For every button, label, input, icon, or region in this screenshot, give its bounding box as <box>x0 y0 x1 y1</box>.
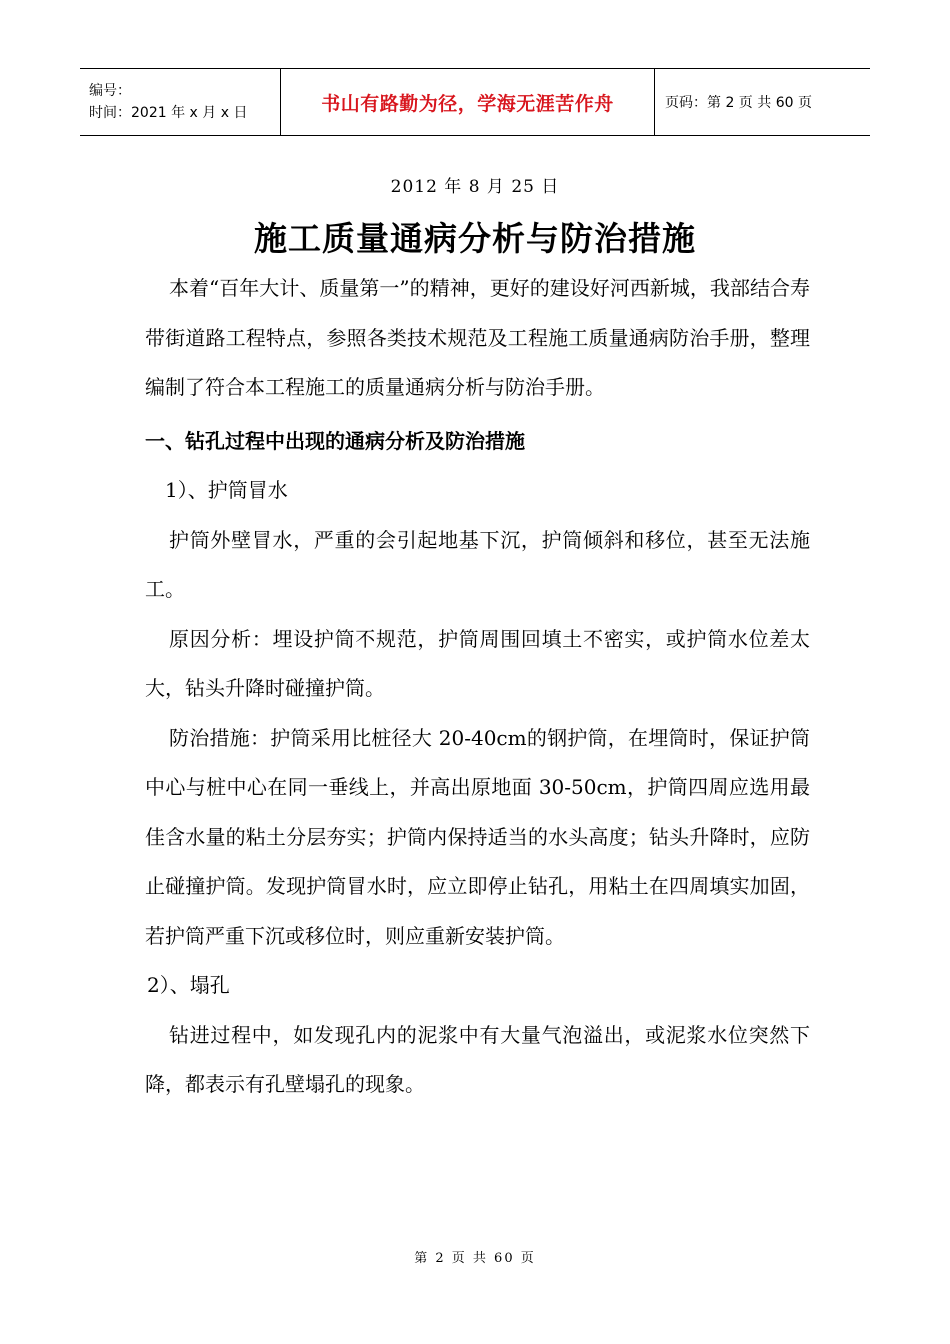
item1-prevention-measures: 防治措施：护筒采用比桩径大 20-40cm的钢护筒，在埋筒时，保证护筒中心与桩中心在同一垂线上，并高出原地面 30-50cm，护筒四周应选用最佳含水量的粘土分层夯实；护筒内保持适当的水头高度；钻头升降时，应防止碰撞护筒。发现护筒冒水时，应立即停止钻孔，用粘土在四周填实加固，若护筒严重下沉或移位时，则应重新安装护筒。 <box>145 725 810 948</box>
document-body <box>145 264 810 1110</box>
document-date: 2012 年 8 月 25 日 <box>390 177 560 197</box>
item2-description: 钻进过程中，如发现孔内的泥浆中有大量气泡溢出，或泥浆水位突然下降，都表示有孔壁塌孔的现象。 <box>145 1022 810 1096</box>
item1-description: 护筒外壁冒水，严重的会引起地基下沉，护筒倾斜和移位，甚至无法施工。 <box>145 527 810 601</box>
document-title: 施工质量通病分析与防治措施 <box>254 219 696 258</box>
header-page-info: 页码：第 2 页 共 60 页 <box>665 95 812 111</box>
document-header <box>80 68 870 136</box>
header-page-info-cell <box>655 69 870 135</box>
item-heading: 1）、护筒冒水 <box>165 478 288 502</box>
number-label: 编号： <box>89 83 131 99</box>
header-motto-cell <box>281 69 655 135</box>
item-heading: 2）、塌孔 <box>147 973 230 997</box>
intro-paragraph: 本着“百年大计、质量第一”的精神，更好的建设好河西新城，我部结合寿带街道路工程特点，参照各类技术规范及工程施工质量通病防治手册，整理编制了符合本工程施工的质量通病分析与防治手册。 <box>145 276 810 399</box>
header-meta <box>80 69 281 135</box>
item1-cause-analysis: 原因分析：埋设护筒不规范，护筒周围回填土不密实，或护筒水位差太大，钻头升降时碰撞护筒。 <box>145 626 810 700</box>
page-footer: 第 2 页 共 60 页 <box>414 1251 536 1266</box>
time-label: 时间：2021 年 x 月 x 日 <box>89 105 248 121</box>
section-heading: 一、钻孔过程中出现的通病分析及防治措施 <box>145 428 525 453</box>
header-motto: 书山有路勤为径，学海无涯苦作舟 <box>321 92 614 115</box>
